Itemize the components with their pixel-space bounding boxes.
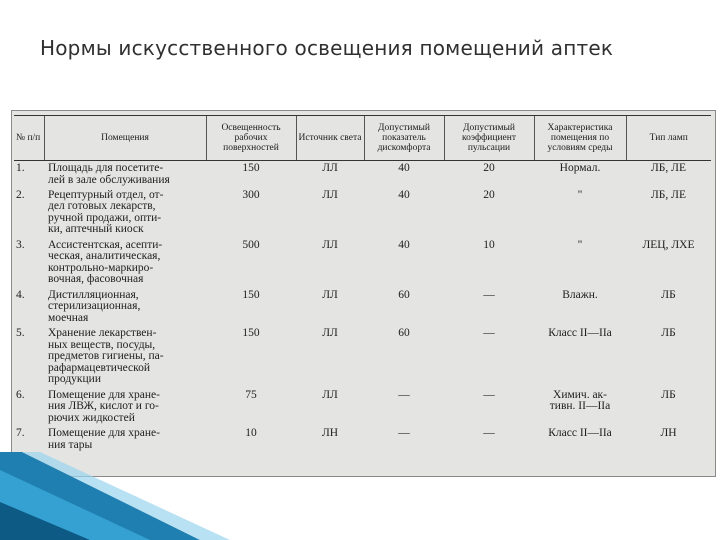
cell-illuminance-text: 500 [242, 238, 260, 251]
cell-light-source-text: ЛЛ [322, 162, 338, 174]
cell-discomfort [364, 161, 444, 188]
cell-light-source [296, 238, 364, 288]
cell-illuminance-text: 10 [245, 427, 257, 439]
header-light-source: Источник света [296, 116, 364, 161]
room-name-line: ручной продажи, опти- [48, 211, 162, 224]
slide-title: Нормы искусственного освещения помещений аптек [40, 36, 614, 60]
cell-num [14, 188, 44, 238]
table-row [14, 238, 711, 288]
cell-pulsation-text: — [483, 327, 495, 339]
room-name-line: Помещение для хране- [48, 427, 160, 439]
cell-light-source [296, 161, 364, 188]
cell-lamp-type [626, 188, 711, 238]
cell-num-text: 6. [16, 388, 25, 401]
cell-illuminance [206, 161, 296, 188]
cell-num [14, 161, 44, 188]
table-row [14, 426, 711, 453]
room-name-line: лей в зале обслуживания [48, 173, 170, 186]
room-name-line: контрольно-маркиро- [48, 261, 154, 274]
cell-pulsation-text: — [483, 388, 495, 401]
cell-environment-text: " [577, 238, 583, 251]
cell-discomfort [364, 238, 444, 288]
cell-light-source [296, 426, 364, 453]
cell-light-source [296, 288, 364, 327]
room-name-line: ных веществ, посуды, [48, 338, 156, 351]
cell-lamp-type [626, 388, 711, 427]
scanned-table-image [11, 110, 716, 477]
cell-environment [534, 326, 626, 388]
cell-light-source-text: ЛЛ [322, 388, 338, 401]
header-lamp-type: Тип ламп [626, 116, 711, 161]
room-name-line: дел готовых лекарств, [48, 200, 156, 212]
cell-illuminance [206, 426, 296, 453]
cell-pulsation [444, 161, 534, 188]
cell-environment-text: " [577, 188, 583, 201]
cell-room [44, 388, 206, 427]
cell-environment-text: тивн. II—IIа [549, 400, 611, 412]
table-header-row [14, 116, 711, 161]
cell-lamp-type-text: ЛБ [661, 288, 676, 301]
cell-illuminance [206, 388, 296, 427]
cell-light-source-text: ЛЛ [322, 188, 338, 201]
cell-lamp-type-text: ЛН [660, 427, 677, 439]
room-name-line: предметов гигиены, па- [48, 350, 164, 362]
cell-pulsation [444, 426, 534, 453]
cell-lamp-type [626, 238, 711, 288]
cell-discomfort [364, 426, 444, 453]
cell-pulsation [444, 288, 534, 327]
cell-light-source [296, 388, 364, 427]
cell-illuminance [206, 238, 296, 288]
cell-environment [534, 188, 626, 238]
room-name-line: Рецептурный отдел, от- [48, 188, 164, 201]
cell-environment-text: Класс II—IIа [548, 327, 612, 339]
cell-illuminance [206, 288, 296, 327]
room-name-line: стерилизационная, [48, 300, 141, 312]
room-name-line: Ассистентская, асепти- [48, 238, 163, 251]
cell-pulsation [444, 238, 534, 288]
cell-discomfort-text: 40 [398, 188, 410, 201]
cell-illuminance-text: 150 [242, 288, 260, 301]
cell-lamp-type [626, 426, 711, 453]
room-name-line: ческая, аналитическая, [48, 250, 161, 262]
room-name-line: моечная [48, 311, 89, 324]
cell-room [44, 288, 206, 327]
cell-lamp-type [626, 161, 711, 188]
room-name-line: ния ЛВЖ, кислот и го- [48, 400, 159, 412]
cell-light-source [296, 188, 364, 238]
cell-lamp-type-text: ЛЕЦ, ЛХЕ [642, 238, 695, 251]
cell-light-source [296, 326, 364, 388]
cell-pulsation-text: 20 [483, 188, 495, 201]
cell-environment-text: Влажн. [562, 288, 598, 301]
header-environment: Характеристика помещения по условиям среды [534, 116, 626, 161]
cell-environment-text: Химич. ак- [553, 388, 607, 401]
table-row [14, 188, 711, 238]
cell-pulsation-text: 20 [483, 162, 495, 174]
cell-illuminance-text: 150 [242, 162, 260, 174]
room-name-line: рючих жидкостей [48, 411, 135, 424]
cell-pulsation-text: 10 [483, 238, 495, 251]
cell-light-source-text: ЛЛ [322, 288, 338, 301]
cell-num [14, 288, 44, 327]
room-name-line: продукции [48, 373, 101, 385]
room-name-line: ния тары [48, 438, 93, 451]
decorative-corner-accent [0, 452, 720, 540]
room-name-line: Помещение для хране- [48, 388, 160, 401]
table-row [14, 161, 711, 188]
cell-lamp-type-text: ЛБ, ЛЕ [651, 162, 686, 174]
header-illuminance: Освещенность рабочих поверхностей [206, 116, 296, 161]
cell-discomfort-text: 40 [398, 238, 410, 251]
cell-environment-text: Класс II—IIа [548, 427, 612, 439]
cell-num-text: 5. [16, 327, 25, 339]
cell-lamp-type-text: ЛБ, ЛЕ [651, 188, 686, 201]
cell-lamp-type-text: ЛБ [661, 388, 676, 401]
cell-environment [534, 238, 626, 288]
cell-environment-text: Нормал. [559, 162, 601, 174]
cell-lamp-type [626, 288, 711, 327]
room-name-line: Хранение лекарствен- [48, 327, 157, 339]
cell-illuminance [206, 188, 296, 238]
cell-room [44, 326, 206, 388]
room-name-line: Дистилляционная, [48, 288, 139, 301]
cell-lamp-type [626, 326, 711, 388]
table-row [14, 326, 711, 388]
cell-num [14, 238, 44, 288]
cell-discomfort-text: 40 [398, 162, 410, 174]
cell-environment [534, 426, 626, 453]
cell-num-text: 7. [16, 427, 25, 439]
cell-discomfort [364, 188, 444, 238]
room-name-line: Площадь для посетите- [48, 162, 164, 174]
cell-pulsation-text: — [483, 427, 495, 439]
cell-room [44, 238, 206, 288]
cell-environment [534, 388, 626, 427]
header-pulsation: Допустимый коэффициент пульсации [444, 116, 534, 161]
header-num: № п/п [14, 116, 44, 161]
cell-discomfort-text: — [398, 427, 410, 439]
cell-discomfort [364, 388, 444, 427]
cell-environment [534, 288, 626, 327]
cell-pulsation [444, 326, 534, 388]
cell-pulsation [444, 188, 534, 238]
cell-room [44, 426, 206, 453]
lighting-norms-table [14, 115, 711, 453]
header-discomfort: Допустимый показатель дискомфорта [364, 116, 444, 161]
table-row [14, 288, 711, 327]
cell-num-text: 2. [16, 188, 25, 201]
cell-illuminance-text: 300 [242, 188, 260, 201]
cell-discomfort-text: — [398, 388, 410, 401]
room-name-line: вочная, фасовочная [48, 273, 144, 285]
cell-illuminance-text: 75 [245, 388, 257, 401]
cell-light-source-text: ЛЛ [322, 327, 338, 339]
cell-num [14, 326, 44, 388]
cell-room [44, 161, 206, 188]
cell-num-text: 3. [16, 238, 25, 251]
cell-light-source-text: ЛН [321, 427, 339, 439]
cell-room [44, 188, 206, 238]
header-room: Помещения [44, 116, 206, 161]
cell-discomfort [364, 288, 444, 327]
cell-light-source-text: ЛЛ [322, 238, 338, 251]
room-name-line: рафармацевтической [48, 361, 151, 374]
cell-num-text: 4. [16, 288, 25, 301]
table-row [14, 388, 711, 427]
cell-lamp-type-text: ЛБ [661, 327, 676, 339]
cell-illuminance [206, 326, 296, 388]
cell-num [14, 388, 44, 427]
cell-illuminance-text: 150 [242, 327, 260, 339]
cell-pulsation [444, 388, 534, 427]
cell-discomfort-text: 60 [398, 288, 410, 301]
cell-environment [534, 161, 626, 188]
cell-num-text: 1. [16, 162, 25, 174]
cell-num [14, 426, 44, 453]
room-name-line: ки, аптечный киоск [48, 223, 144, 235]
cell-discomfort-text: 60 [398, 327, 410, 339]
cell-pulsation-text: — [483, 288, 495, 301]
cell-discomfort [364, 326, 444, 388]
